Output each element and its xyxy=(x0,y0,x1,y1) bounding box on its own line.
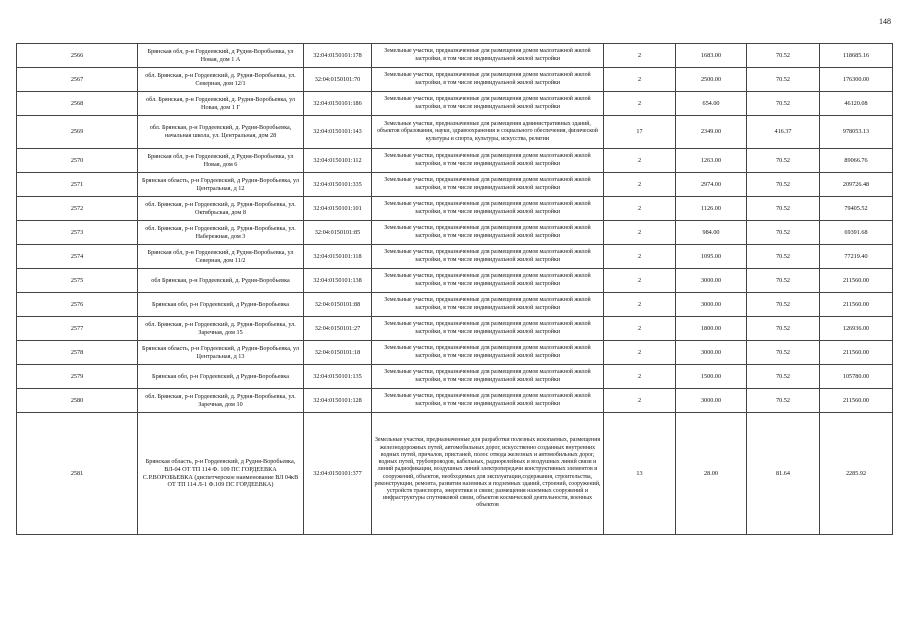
table-row xyxy=(17,317,893,341)
area-cell: 1800.00 xyxy=(676,317,747,341)
group-cell: 2 xyxy=(604,44,676,68)
cadastral-number-cell: 32:04:0150101:18 xyxy=(304,341,372,365)
table-row xyxy=(17,245,893,269)
group-cell: 2 xyxy=(604,245,676,269)
land-use-cell: Земельные участки, предназначенные для разработки полезных ископаемых, размещения железнодорожных путей, автомобильных дорог, искусственно созданных внутренних водных путей, причалов, пристаней, полос отвода железных и автомобильных дорог, водных путей, трубопроводов, кабельных, радиорелейных и воздушных линий связи и линий радиофикации, воздушных линий электропередачи конструктивных элементов и сооружений, объектов, необходимых для эксплуатации,содержания, строительства, реконструкции, ремонта, развития наземных и подземных зданий, строений, сооружений, устройств транспорта, энергетики и связи; размещения наземных сооружений и инфраструктуры спутниковой связи, объектов космической деятельности, военных объектов xyxy=(372,413,604,535)
group-cell: 2 xyxy=(604,389,676,413)
area-cell: 2500.00 xyxy=(676,68,747,92)
land-use-cell: Земельные участки, предназначенные для размещения домов малоэтажной жилой застройки, в том числе индивидуальной жилой застройки xyxy=(372,221,604,245)
address-cell: обл. Брянская, р-н Гордеевский, д. Рудня-Воробьевка, ул. Заречная, дом 10 xyxy=(138,389,304,413)
group-cell: 13 xyxy=(604,413,676,535)
cadastral-number-cell: 32:04:0150101:88 xyxy=(304,293,372,317)
address-cell: Брянская обл, р-н Гордеевский, д Рудня-Воробьевка xyxy=(138,293,304,317)
row-number-cell: 2568 xyxy=(17,92,138,116)
address-cell: обл. Брянская, р-н Гордеевский, д. Рудня-Воробьевка, начальная школа, ул. Центральная, дом 28 xyxy=(138,116,304,149)
land-use-cell: Земельные участки, предназначенные для размещения домов малоэтажной жилой застройки, в том числе индивидуальной жилой застройки xyxy=(372,149,604,173)
area-cell: 984.00 xyxy=(676,221,747,245)
table-row xyxy=(17,413,893,535)
cadastral-number-cell: 32:04:0150101:118 xyxy=(304,245,372,269)
row-number-cell: 2573 xyxy=(17,221,138,245)
unit-value-cell: 81.64 xyxy=(747,413,820,535)
cadastral-number-cell: 32:04:0150101:138 xyxy=(304,269,372,293)
group-cell: 17 xyxy=(604,116,676,149)
address-cell: обл. Брянская, р-н Гордеевский, д. Рудня-Воробьевка, ул. Набережная, дом 3 xyxy=(138,221,304,245)
area-cell: 3000.00 xyxy=(676,341,747,365)
row-number-cell: 2567 xyxy=(17,68,138,92)
cadastral-value-cell: 89066.76 xyxy=(820,149,893,173)
row-number-cell: 2570 xyxy=(17,149,138,173)
cadastral-value-cell: 69391.68 xyxy=(820,221,893,245)
cadastral-value-cell: 211560.00 xyxy=(820,341,893,365)
row-number-cell: 2571 xyxy=(17,173,138,197)
row-number-cell: 2575 xyxy=(17,269,138,293)
page-number: 148 xyxy=(879,17,891,26)
cadastral-number-cell: 32:04:0150101:27 xyxy=(304,317,372,341)
table-row xyxy=(17,149,893,173)
table-row xyxy=(17,92,893,116)
table-row xyxy=(17,116,893,149)
unit-value-cell: 416.37 xyxy=(747,116,820,149)
cadastral-value-cell: 211560.00 xyxy=(820,389,893,413)
group-cell: 2 xyxy=(604,92,676,116)
cadastral-number-cell: 32:04:0150101:377 xyxy=(304,413,372,535)
land-use-cell: Земельные участки, предназначенные для размещения домов малоэтажной жилой застройки, в том числе индивидуальной жилой застройки xyxy=(372,68,604,92)
area-cell: 2349.00 xyxy=(676,116,747,149)
group-cell: 2 xyxy=(604,293,676,317)
address-cell: обл. Брянская, р-н Гордеевский, д. Рудня-Воробьевка, ул Новая, дом 1 Г xyxy=(138,92,304,116)
cadastral-number-cell: 32:04:0150101:178 xyxy=(304,44,372,68)
address-cell: Брянская область, р-н Гордеевский, д Рудня-Воробьевка, ул Центральная, д 12 xyxy=(138,173,304,197)
row-number-cell: 2579 xyxy=(17,365,138,389)
area-cell: 3000.00 xyxy=(676,269,747,293)
cadastral-value-cell: 978053.13 xyxy=(820,116,893,149)
table-row xyxy=(17,221,893,245)
land-use-cell: Земельные участки, предназначенные для размещения административных зданий, объектов образования, науки, здравоохранения и социального обеспечения, физической культуры и спорта, культуры, искусства, религии xyxy=(372,116,604,149)
unit-value-cell: 70.52 xyxy=(747,149,820,173)
unit-value-cell: 70.52 xyxy=(747,317,820,341)
address-cell: Брянская область, р-н Гордеевский, д Рудня-Воробьевка, ул Центральная, д 13 xyxy=(138,341,304,365)
cadastral-number-cell: 32:04:0150101:128 xyxy=(304,389,372,413)
area-cell: 1683.00 xyxy=(676,44,747,68)
cadastral-number-cell: 32:04:0150101:143 xyxy=(304,116,372,149)
table-row xyxy=(17,197,893,221)
unit-value-cell: 70.52 xyxy=(747,221,820,245)
row-number-cell: 2580 xyxy=(17,389,138,413)
address-cell: Брянская обл, р-н Гордеевский, д Рудня-Воробьевка xyxy=(138,365,304,389)
unit-value-cell: 70.52 xyxy=(747,269,820,293)
group-cell: 2 xyxy=(604,197,676,221)
address-cell: Брянская обл, р-н Гордеевский, д Рудня-Воробьевка, ул Новая, дом 6 xyxy=(138,149,304,173)
group-cell: 2 xyxy=(604,269,676,293)
cadastral-value-cell: 176300.00 xyxy=(820,68,893,92)
land-use-cell: Земельные участки, предназначенные для размещения домов малоэтажной жилой застройки, в том числе индивидуальной жилой застройки xyxy=(372,197,604,221)
unit-value-cell: 70.52 xyxy=(747,389,820,413)
area-cell: 1095.00 xyxy=(676,245,747,269)
row-number-cell: 2572 xyxy=(17,197,138,221)
area-cell: 1126.00 xyxy=(676,197,747,221)
table-row xyxy=(17,173,893,197)
cadastral-number-cell: 32:04:0150101:135 xyxy=(304,365,372,389)
table-row xyxy=(17,341,893,365)
cadastral-value-cell: 126936.00 xyxy=(820,317,893,341)
cadastral-number-cell: 32:04:0150101:335 xyxy=(304,173,372,197)
row-number-cell: 2581 xyxy=(17,413,138,535)
unit-value-cell: 70.52 xyxy=(747,341,820,365)
cadastral-value-cell: 79405.52 xyxy=(820,197,893,221)
unit-value-cell: 70.52 xyxy=(747,245,820,269)
cadastral-value-cell: 211560.00 xyxy=(820,269,893,293)
address-cell: обл. Брянская, р-н Гордеевский, д. Рудня-Воробьевка, ул. Заречная, дом 15 xyxy=(138,317,304,341)
cadastral-number-cell: 32:04:0150101:70 xyxy=(304,68,372,92)
cadastral-value-cell: 105780.00 xyxy=(820,365,893,389)
cadastral-value-cell: 118685.16 xyxy=(820,44,893,68)
group-cell: 2 xyxy=(604,149,676,173)
group-cell: 2 xyxy=(604,173,676,197)
address-cell: обл Брянская, р-н Гордеевский, д. Рудня-Воробьевка xyxy=(138,269,304,293)
cadastral-number-cell: 32:04:0150101:85 xyxy=(304,221,372,245)
cadastral-value-cell: 209726.48 xyxy=(820,173,893,197)
cadastral-value-cell: 2285.92 xyxy=(820,413,893,535)
cadastral-number-cell: 32:04:0150101:101 xyxy=(304,197,372,221)
address-cell: Брянская обл, р-н Гордеевский, д Рудня-Воробьевка, ул Новая, дом 1 А xyxy=(138,44,304,68)
row-number-cell: 2566 xyxy=(17,44,138,68)
row-number-cell: 2576 xyxy=(17,293,138,317)
row-number-cell: 2569 xyxy=(17,116,138,149)
land-use-cell: Земельные участки, предназначенные для размещения домов малоэтажной жилой застройки, в том числе индивидуальной жилой застройки xyxy=(372,317,604,341)
land-use-cell: Земельные участки, предназначенные для размещения домов малоэтажной жилой застройки, в том числе индивидуальной жилой застройки xyxy=(372,365,604,389)
land-use-cell: Земельные участки, предназначенные для размещения домов малоэтажной жилой застройки, в том числе индивидуальной жилой застройки xyxy=(372,389,604,413)
address-cell: обл. Брянская, р-н Гордеевский, д. Рудня-Воробьевка, ул. Октябрьская, дом 8 xyxy=(138,197,304,221)
address-cell: Брянская область, р-н Гордеевский, д Рудня-Воробьевка, ВЛ-04 ОТ ТП 114 Ф. 109 ПС ГОРДЕЕВКА С.Р.ВОРОБЬЕВКА (диспетчерское наименование ВЛ 04кВ ОТ ТП 114 Л-1 Ф.109 ПС ГОРДЕЕВКА) xyxy=(138,413,304,535)
group-cell: 2 xyxy=(604,365,676,389)
table-row xyxy=(17,365,893,389)
address-cell: Брянская обл, р-н Гордеевский, д Рудня-Воробьевка, ул Северная, дом 11/2 xyxy=(138,245,304,269)
group-cell: 2 xyxy=(604,221,676,245)
area-cell: 1263.00 xyxy=(676,149,747,173)
land-use-cell: Земельные участки, предназначенные для размещения домов малоэтажной жилой застройки, в том числе индивидуальной жилой застройки xyxy=(372,173,604,197)
area-cell: 1500.00 xyxy=(676,365,747,389)
area-cell: 3000.00 xyxy=(676,293,747,317)
unit-value-cell: 70.52 xyxy=(747,92,820,116)
cadastral-value-cell: 77219.40 xyxy=(820,245,893,269)
group-cell: 2 xyxy=(604,68,676,92)
land-use-cell: Земельные участки, предназначенные для размещения домов малоэтажной жилой застройки, в том числе индивидуальной жилой застройки xyxy=(372,245,604,269)
unit-value-cell: 70.52 xyxy=(747,365,820,389)
group-cell: 2 xyxy=(604,317,676,341)
area-cell: 3000.00 xyxy=(676,389,747,413)
area-cell: 28.00 xyxy=(676,413,747,535)
land-use-cell: Земельные участки, предназначенные для размещения домов малоэтажной жилой застройки, в том числе индивидуальной жилой застройки xyxy=(372,341,604,365)
area-cell: 654.00 xyxy=(676,92,747,116)
table-row xyxy=(17,293,893,317)
row-number-cell: 2574 xyxy=(17,245,138,269)
cadastral-value-cell: 211560.00 xyxy=(820,293,893,317)
unit-value-cell: 70.52 xyxy=(747,173,820,197)
unit-value-cell: 70.52 xyxy=(747,44,820,68)
cadastral-value-cell: 46120.08 xyxy=(820,92,893,116)
row-number-cell: 2578 xyxy=(17,341,138,365)
unit-value-cell: 70.52 xyxy=(747,197,820,221)
group-cell: 2 xyxy=(604,341,676,365)
land-use-cell: Земельные участки, предназначенные для размещения домов малоэтажной жилой застройки, в том числе индивидуальной жилой застройки xyxy=(372,44,604,68)
table-row xyxy=(17,389,893,413)
table-row xyxy=(17,269,893,293)
table-row xyxy=(17,68,893,92)
land-use-cell: Земельные участки, предназначенные для размещения домов малоэтажной жилой застройки, в том числе индивидуальной жилой застройки xyxy=(372,269,604,293)
area-cell: 2974.00 xyxy=(676,173,747,197)
table-row xyxy=(17,44,893,68)
row-number-cell: 2577 xyxy=(17,317,138,341)
land-use-cell: Земельные участки, предназначенные для размещения домов малоэтажной жилой застройки, в том числе индивидуальной жилой застройки xyxy=(372,293,604,317)
address-cell: обл. Брянская, р-н Гордеевский, д. Рудня-Воробьевка, ул. Северная, дом 12/1 xyxy=(138,68,304,92)
cadastral-number-cell: 32:04:0150101:186 xyxy=(304,92,372,116)
cadastral-value-table xyxy=(16,43,893,535)
unit-value-cell: 70.52 xyxy=(747,68,820,92)
land-use-cell: Земельные участки, предназначенные для размещения домов малоэтажной жилой застройки, в том числе индивидуальной жилой застройки xyxy=(372,92,604,116)
cadastral-number-cell: 32:04:0150101:112 xyxy=(304,149,372,173)
unit-value-cell: 70.52 xyxy=(747,293,820,317)
